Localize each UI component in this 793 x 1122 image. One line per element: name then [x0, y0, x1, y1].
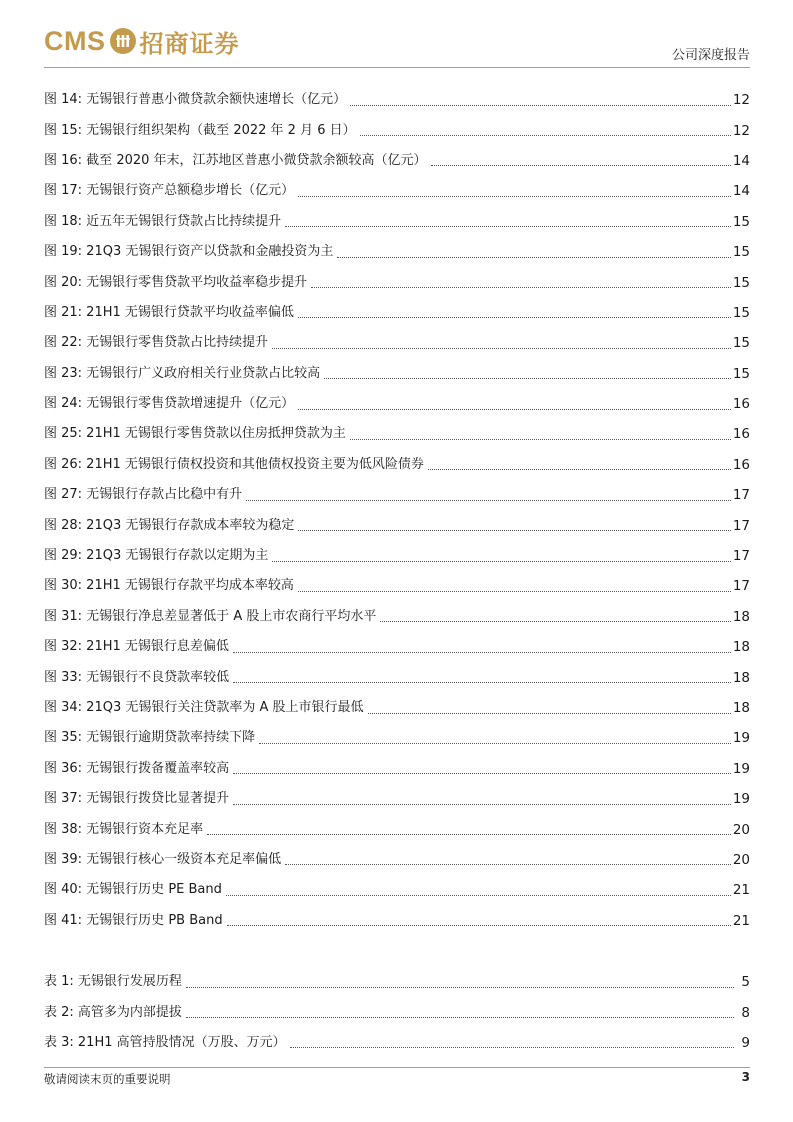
figure-toc-entry[interactable] [44, 602, 750, 632]
toc-entry-label: 图 17: 无锡银行资产总额稳步增长（亿元） [44, 183, 295, 199]
dot-leader [233, 682, 731, 683]
dot-leader [272, 561, 730, 562]
dot-leader [324, 378, 731, 379]
figure-toc-entry[interactable] [44, 632, 750, 662]
toc-entry-page: 15 [732, 304, 750, 321]
toc-entry-label: 表 1: 无锡银行发展历程 [44, 974, 182, 990]
toc-entry-label: 图 26: 21H1 无锡银行债权投资和其他债权投资主要为低风险债券 [44, 456, 424, 472]
toc-entry-label: 图 23: 无锡银行广义政府相关行业贷款占比较高 [44, 365, 321, 381]
dot-leader [227, 925, 731, 926]
toc-entry-page: 18 [732, 639, 750, 656]
dot-leader [290, 1047, 734, 1048]
dot-leader [285, 226, 731, 227]
toc-entry-label: 表 3: 21H1 高管持股情况（万股、万元） [44, 1034, 286, 1050]
toc-entry-page: 18 [732, 669, 750, 686]
dot-leader [285, 864, 731, 865]
toc-entry-label: 图 15: 无锡银行组织架构（截至 2022 年 2 月 6 日） [44, 122, 356, 138]
toc-entry-label: 表 2: 高管多为内部提拔 [44, 1004, 182, 1020]
dot-leader [233, 773, 731, 774]
figure-toc-entry[interactable] [44, 480, 750, 510]
dot-leader [186, 987, 734, 988]
dot-leader [186, 1017, 734, 1018]
header-divider [44, 67, 750, 68]
toc-entry-page: 12 [732, 92, 750, 109]
dot-leader [380, 621, 730, 622]
page-number: 3 [741, 1070, 750, 1084]
company-logo [44, 24, 240, 58]
figure-toc-entry[interactable] [44, 237, 750, 267]
toc-entry-label: 图 16: 截至 2020 年末，江苏地区普惠小微贷款余额较高（亿元） [44, 152, 427, 168]
toc-entry-page: 19 [732, 760, 750, 777]
toc-entry-label: 图 14: 无锡银行普惠小微贷款余额快速增长（亿元） [44, 92, 347, 108]
toc-entry-label: 图 19: 21Q3 无锡银行资产以贷款和金融投资为主 [44, 244, 334, 260]
toc-entry-page: 20 [732, 851, 750, 868]
figure-toc-entry[interactable] [44, 267, 750, 297]
toc-entry-page: 12 [732, 122, 750, 139]
figures-toc [44, 85, 750, 936]
dot-leader [368, 713, 731, 714]
toc-entry-label: 图 27: 无锡银行存款占比稳中有升 [44, 487, 243, 503]
toc-entry-page: 5 [736, 974, 750, 990]
toc-entry-page: 19 [732, 730, 750, 747]
dot-leader [298, 591, 731, 592]
toc-entry-page: 19 [732, 791, 750, 808]
dot-leader [350, 105, 731, 106]
toc-entry-page: 15 [732, 365, 750, 382]
figure-toc-entry[interactable] [44, 906, 750, 936]
toc-entry-page: 18 [732, 608, 750, 625]
dot-leader [350, 439, 731, 440]
table-toc-entry[interactable] [44, 1028, 750, 1058]
toc-entry-label: 图 24: 无锡银行零售贷款增速提升（亿元） [44, 396, 295, 412]
figure-toc-entry[interactable] [44, 298, 750, 328]
figure-toc-entry[interactable] [44, 723, 750, 753]
dot-leader [337, 257, 730, 258]
dot-leader [360, 135, 731, 136]
dot-leader [431, 165, 731, 166]
figure-toc-entry[interactable] [44, 359, 750, 389]
toc-entry-page: 8 [736, 1005, 750, 1021]
figure-toc-entry[interactable] [44, 814, 750, 844]
logo-latin-text: CMS [44, 25, 106, 56]
toc-entry-label: 图 18: 近五年无锡银行贷款占比持续提升 [44, 213, 282, 229]
logo-emblem-icon [110, 28, 136, 54]
toc-entry-label: 图 32: 21H1 无锡银行息差偏低 [44, 639, 229, 655]
toc-entry-page: 21 [732, 912, 750, 929]
toc-entry-page: 16 [732, 426, 750, 443]
toc-entry-page: 9 [736, 1035, 750, 1051]
page-header [44, 22, 750, 70]
figure-toc-entry[interactable] [44, 784, 750, 814]
dot-leader [259, 743, 731, 744]
figure-toc-entry[interactable] [44, 419, 750, 449]
dot-leader [298, 530, 730, 531]
figure-toc-entry[interactable] [44, 328, 750, 358]
table-toc-entry[interactable] [44, 997, 750, 1027]
footer-disclaimer: 敬请阅读末页的重要说明 [44, 1072, 171, 1086]
toc-entry-page: 21 [732, 882, 750, 899]
toc-entry-label: 图 39: 无锡银行核心一级资本充足率偏低 [44, 851, 282, 867]
figure-toc-entry[interactable] [44, 571, 750, 601]
figure-toc-entry[interactable] [44, 510, 750, 540]
toc-entry-label: 图 31: 无锡银行净息差显著低于 A 股上市农商行平均水平 [44, 608, 377, 624]
tables-toc [44, 967, 750, 1058]
figure-toc-entry[interactable] [44, 115, 750, 145]
table-toc-entry[interactable] [44, 967, 750, 997]
toc-entry-label: 图 33: 无锡银行不良贷款率较低 [44, 669, 230, 685]
page-footer [44, 1067, 750, 1087]
dot-leader [298, 317, 731, 318]
figure-toc-entry[interactable] [44, 662, 750, 692]
dot-leader [246, 500, 731, 501]
dot-leader [272, 348, 731, 349]
toc-entry-label: 图 36: 无锡银行拨备覆盖率较高 [44, 760, 230, 776]
toc-entry-page: 17 [732, 548, 750, 565]
toc-entry-page: 17 [732, 487, 750, 504]
toc-entry-label: 图 37: 无锡银行拨贷比显著提升 [44, 791, 230, 807]
toc-entry-label: 图 38: 无锡银行资本充足率 [44, 821, 204, 837]
toc-entry-page: 15 [732, 244, 750, 261]
figure-toc-entry[interactable] [44, 450, 750, 480]
figure-toc-entry[interactable] [44, 207, 750, 237]
toc-entry-label: 图 20: 无锡银行零售贷款平均收益率稳步提升 [44, 274, 308, 290]
dot-leader [428, 469, 731, 470]
toc-entry-page: 17 [732, 517, 750, 534]
figure-toc-entry[interactable] [44, 85, 750, 115]
toc-entry-page: 15 [732, 335, 750, 352]
figure-toc-entry[interactable] [44, 754, 750, 784]
toc-entry-label: 图 28: 21Q3 无锡银行存款成本率较为稳定 [44, 517, 295, 533]
toc-entry-page: 16 [732, 456, 750, 473]
toc-entry-page: 14 [732, 152, 750, 169]
toc-entry-page: 18 [732, 700, 750, 716]
toc-entry-label: 图 40: 无锡银行历史 PE Band [44, 882, 222, 898]
dot-leader [298, 409, 731, 410]
figure-toc-entry[interactable] [44, 176, 750, 206]
figure-toc-entry[interactable] [44, 146, 750, 176]
footer-divider [44, 1067, 750, 1068]
report-type-label: 公司深度报告 [671, 48, 750, 63]
dot-leader [207, 834, 731, 835]
toc-entry-page: 15 [732, 213, 750, 230]
dot-leader [226, 895, 731, 896]
figure-toc-entry[interactable] [44, 845, 750, 875]
figure-toc-entry[interactable] [44, 875, 750, 905]
toc-entry-page: 17 [732, 578, 750, 595]
figure-toc-entry[interactable] [44, 541, 750, 571]
dot-leader [233, 804, 731, 805]
logo-chinese-text: 招商证券 [139, 29, 240, 58]
toc-entry-page: 20 [732, 821, 750, 838]
toc-entry-page: 14 [732, 183, 750, 200]
toc-entry-label: 图 34: 21Q3 无锡银行关注贷款率为 A 股上市银行最低 [44, 700, 364, 715]
toc-entry-label: 图 29: 21Q3 无锡银行存款以定期为主 [44, 548, 269, 564]
figure-toc-entry[interactable] [44, 389, 750, 419]
toc-entry-label: 图 41: 无锡银行历史 PB Band [44, 912, 223, 928]
dot-leader [311, 287, 731, 288]
toc-entry-label: 图 22: 无锡银行零售贷款占比持续提升 [44, 335, 269, 351]
figure-toc-entry[interactable] [44, 693, 750, 723]
toc-entry-page: 16 [732, 396, 750, 413]
toc-entry-label: 图 30: 21H1 无锡银行存款平均成本率较高 [44, 578, 294, 594]
toc-entry-label: 图 21: 21H1 无锡银行贷款平均收益率偏低 [44, 304, 294, 320]
toc-entry-label: 图 25: 21H1 无锡银行零售贷款以住房抵押贷款为主 [44, 426, 346, 442]
dot-leader [298, 196, 731, 197]
toc-entry-label: 图 35: 无锡银行逾期贷款率持续下降 [44, 730, 256, 746]
dot-leader [233, 652, 731, 653]
toc-entry-page: 15 [732, 274, 750, 291]
